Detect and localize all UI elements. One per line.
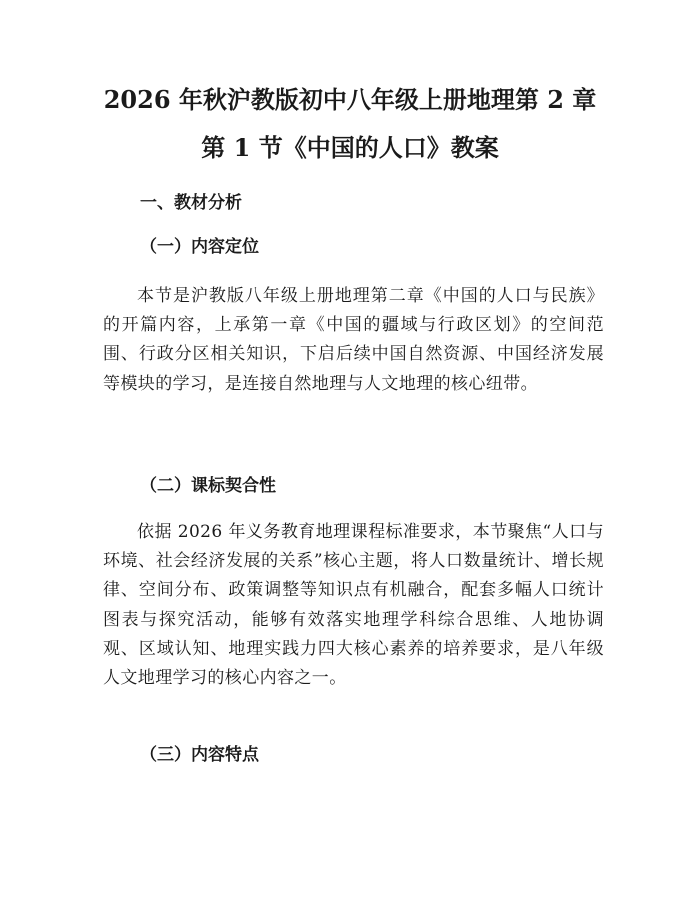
subsection-heading-curriculum-alignment: （二）课标契合性 xyxy=(140,476,276,496)
document-title-line-2: 第 1 节《中国的人口》教案 xyxy=(201,133,499,162)
document-title-line-1: 2026 年秋沪教版初中八年级上册地理第 2 章 xyxy=(103,85,597,114)
subsection-heading-content-features: （三）内容特点 xyxy=(140,745,259,765)
paragraph-content-positioning: 本节是沪教版八年级上册地理第二章《中国的人口与民族》的开篇内容，上承第一章《中国的疆域与行政区划》的空间范围、行政分区相关知识，下启后续中国自然资源、中国经济发展等模块的学习，是连接自然地理与人文地理的核心纽带。 xyxy=(103,286,604,394)
paragraph-curriculum-alignment: 依据 2026 年义务教育地理课程标准要求，本节聚焦“人口与环境、社会经济发展的关系”核心主题，将人口数量统计、增长规律、空间分布、政策调整等知识点有机融合，配套多幅人口统计图表与探究活动，能够有效落实地理学科综合思维、人地协调观、区域认知、地理实践力四大核心素养的培养要求，是八年级人文地理学习的核心内容之一。 xyxy=(103,522,604,689)
section-heading-teaching-material-analysis: 一、教材分析 xyxy=(140,193,242,213)
subsection-heading-content-positioning: （一）内容定位 xyxy=(140,237,259,257)
